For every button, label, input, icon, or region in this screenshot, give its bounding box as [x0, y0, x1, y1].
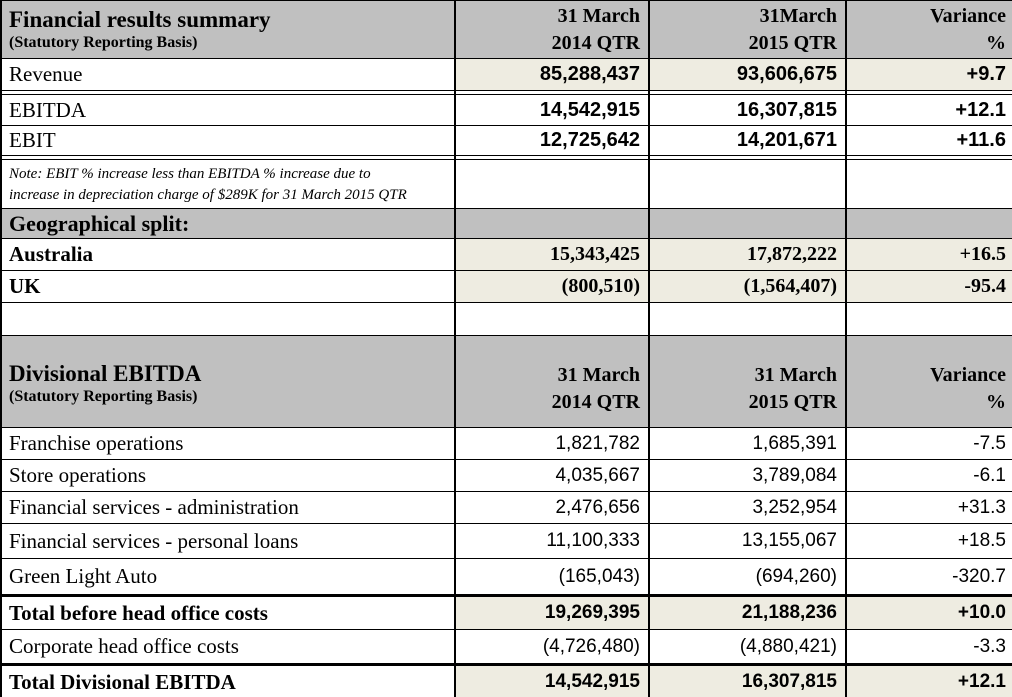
blank-row	[2, 303, 1012, 336]
empty-cell	[648, 209, 845, 238]
corporate-2015-value: (4,880,421)	[648, 630, 845, 663]
ebitda-2015-value: 16,307,815	[648, 95, 845, 125]
corporate-2014-value: (4,726,480)	[454, 630, 648, 663]
note-line1: Note: EBIT % increase less than EBITDA % increase due to	[9, 165, 371, 182]
row-label: EBITDA	[9, 97, 86, 122]
ebit-row	[2, 126, 1012, 156]
uk-row	[2, 271, 1012, 303]
australia-row	[2, 239, 1012, 271]
franchise-2014-value: 1,821,782	[454, 428, 648, 459]
corporate-variance-value: -3.3	[845, 630, 1012, 663]
ebit-note	[2, 160, 454, 208]
empty-cell	[845, 303, 1012, 335]
note-line2: increase in depreciation charge of $289K for 31 March 2015 QTR	[9, 187, 407, 203]
australia-variance-value: +16.5	[845, 239, 1012, 270]
franchise-2015-value: 1,685,391	[648, 428, 845, 459]
store-2014-value: 4,035,667	[454, 460, 648, 491]
empty-cell	[845, 209, 1012, 238]
col-variance-line2: %	[986, 31, 1006, 54]
geo-split-title: Geographical split:	[2, 209, 454, 238]
total-before-2014-value: 19,269,395	[454, 597, 648, 629]
total-divisional-ebitda-row	[2, 663, 1012, 697]
col-2015-line1: 31 March	[754, 363, 837, 386]
row-label: Financial services - personal loans	[9, 528, 299, 553]
row-label: Franchise operations	[9, 431, 184, 455]
total-before-variance-value: +10.0	[845, 597, 1012, 629]
spacer-cell	[648, 156, 845, 159]
row-label: Store operations	[9, 463, 147, 487]
table2-title: Divisional EBITDA	[9, 361, 202, 387]
table1-header-row	[2, 1, 1012, 59]
total-div-variance-value: +12.1	[845, 666, 1012, 697]
australia-2014-value: 15,343,425	[454, 239, 648, 270]
table1-subtitle: (Statutory Reporting Basis)	[9, 33, 198, 51]
table1-col-2014-header	[454, 1, 648, 58]
empty-cell	[648, 303, 845, 335]
row-label: Revenue	[9, 62, 83, 86]
fs-loans-2015-value: 13,155,067	[648, 524, 845, 558]
col-2014-line2: 2014 QTR	[551, 390, 640, 413]
row-label: Total Divisional EBITDA	[9, 669, 236, 694]
table2-title-cell	[2, 336, 454, 427]
green-light-auto-row	[2, 559, 1012, 594]
revenue-variance-value: +9.7	[845, 59, 1012, 90]
total-before-2015-value: 21,188,236	[648, 597, 845, 629]
note-row	[2, 160, 1012, 209]
table2-header-row	[2, 336, 1012, 428]
store-2015-value: 3,789,084	[648, 460, 845, 491]
spacer-cell	[845, 91, 1012, 94]
spacer-cell	[648, 91, 845, 94]
ebit-variance-value: +11.6	[845, 126, 1012, 155]
australia-2015-value: 17,872,222	[648, 239, 845, 270]
row-label: UK	[9, 274, 41, 298]
col-variance-line1: Variance	[930, 4, 1006, 27]
col-2015-line1: 31March	[759, 4, 837, 27]
ebitda-row	[2, 95, 1012, 126]
spacer-cell	[845, 156, 1012, 159]
empty-cell	[454, 160, 648, 208]
row-label: EBIT	[9, 128, 56, 152]
empty-cell	[454, 209, 648, 238]
uk-2015-value: (1,564,407)	[648, 271, 845, 302]
empty-cell	[2, 303, 454, 335]
revenue-row	[2, 59, 1012, 91]
corporate-head-office-row	[2, 630, 1012, 663]
table1-col-2015-header	[648, 1, 845, 58]
gla-2014-value: (165,043)	[454, 559, 648, 594]
table1-title-cell	[2, 1, 454, 58]
row-label: Corporate head office costs	[9, 634, 239, 658]
row-label: Total before head office costs	[9, 600, 268, 625]
uk-variance-value: -95.4	[845, 271, 1012, 302]
geo-split-header-row	[2, 209, 1012, 239]
table2-col-2015-header	[648, 336, 845, 427]
col-variance-line1: Variance	[930, 363, 1006, 386]
spacer-cell	[2, 91, 454, 94]
ebit-2015-value: 14,201,671	[648, 126, 845, 155]
table1-col-variance-header	[845, 1, 1012, 58]
fs-admin-2015-value: 3,252,954	[648, 492, 845, 523]
gla-2015-value: (694,260)	[648, 559, 845, 594]
fs-admin-2014-value: 2,476,656	[454, 492, 648, 523]
row-label: Australia	[9, 242, 93, 266]
ebitda-variance-value: +12.1	[845, 95, 1012, 125]
total-div-2014-value: 14,542,915	[454, 666, 648, 697]
row-label: Financial services - administration	[9, 495, 299, 519]
col-variance-line2: %	[986, 390, 1006, 413]
fs-admin-variance-value: +31.3	[845, 492, 1012, 523]
revenue-2014-value: 85,288,437	[454, 59, 648, 90]
franchise-variance-value: -7.5	[845, 428, 1012, 459]
fs-administration-row	[2, 492, 1012, 524]
fs-loans-variance-value: +18.5	[845, 524, 1012, 558]
spacer-cell	[454, 156, 648, 159]
ebit-2014-value: 12,725,642	[454, 126, 648, 155]
store-operations-row	[2, 460, 1012, 492]
uk-2014-value: (800,510)	[454, 271, 648, 302]
col-2015-line2: 2015 QTR	[748, 31, 837, 54]
spacer-cell	[2, 156, 454, 159]
fs-loans-2014-value: 11,100,333	[454, 524, 648, 558]
franchise-operations-row	[2, 428, 1012, 460]
col-2014-line1: 31 March	[557, 4, 640, 27]
col-2014-line2: 2014 QTR	[551, 31, 640, 54]
ebitda-2014-value: 14,542,915	[454, 95, 648, 125]
col-2014-line1: 31 March	[557, 363, 640, 386]
fs-personal-loans-row	[2, 524, 1012, 559]
empty-cell	[648, 160, 845, 208]
table1-title: Financial results summary	[9, 7, 271, 33]
total-div-2015-value: 16,307,815	[648, 666, 845, 697]
empty-cell	[845, 160, 1012, 208]
revenue-2015-value: 93,606,675	[648, 59, 845, 90]
row-label: Green Light Auto	[9, 564, 158, 588]
table2-col-variance-header	[845, 336, 1012, 427]
empty-cell	[454, 303, 648, 335]
gla-variance-value: -320.7	[845, 559, 1012, 594]
store-variance-value: -6.1	[845, 460, 1012, 491]
table2-subtitle: (Statutory Reporting Basis)	[9, 387, 198, 405]
total-before-head-office-row	[2, 594, 1012, 630]
spacer-cell	[454, 91, 648, 94]
col-2015-line2: 2015 QTR	[748, 390, 837, 413]
table2-col-2014-header	[454, 336, 648, 427]
